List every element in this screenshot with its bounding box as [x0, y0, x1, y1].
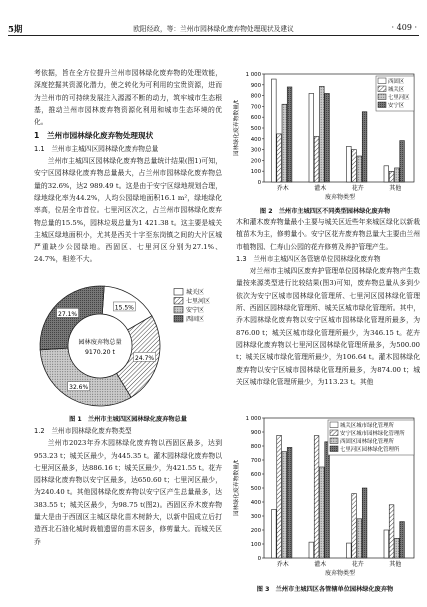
bar-1-3: [325, 442, 330, 558]
bar-2-2: [357, 156, 362, 182]
running-title: 欧阳经政，等：兰州市园林绿化废弃物处理现状及建议: [133, 25, 294, 33]
y-tick-label-1: 100: [250, 169, 261, 176]
figure-1-pie-chart: [34, 278, 222, 414]
y-tick-label-8: 800: [250, 93, 261, 100]
y-tick-label-2: 200: [250, 528, 261, 534]
y-tick-label-5: 500: [250, 486, 261, 492]
figure-1-caption: 图 1 兰州市主城四区园林绿化废弃物总量: [69, 416, 187, 423]
x-tick-label-2: 花卉: [351, 561, 364, 568]
legend-swatch-3: [174, 316, 183, 323]
figure-3-caption: 图 3 兰州市主城四区各管辖单位园林绿化废弃物: [256, 586, 394, 593]
legend-label-1: 城关区: [388, 87, 405, 93]
bar-3-0: [384, 530, 389, 558]
x-tick-label-0: 乔木: [276, 185, 289, 192]
x-tick-label-3: 其他: [389, 185, 402, 192]
legend-label-0: 城关区城市绿化管理所: [340, 423, 394, 429]
pie-slice-2: [40, 348, 131, 406]
y-tick-label-3: 300: [250, 147, 261, 154]
y-tick-label-6: 600: [250, 115, 261, 122]
bar-1-1: [314, 136, 319, 182]
x-tick-label-1: 灌木: [314, 185, 327, 192]
header-rule: [8, 35, 419, 36]
pie-label-2: 32.6%: [69, 384, 89, 392]
paragraph-intro-end: 考依据，旨在全方位提升兰州市园林绿化废弃物的处理效能，深度挖掘其资源化潜力，使之转化为可利用的宝贵资源，进而为兰州市的可持续发展注入源源不断的动力，筑牢城市生态根基，推动兰州市园林废弃物资源化利用和城市生态环境的优化。: [34, 69, 222, 127]
bar-1-0: [309, 93, 314, 182]
paragraph-1-2: 兰州市2023年乔木园林绿化废弃物以西固区最多，达到953.23 t；城关区最少，为445.35 t。灌木园林绿化废弃物以七里河区最多，达886.16 t；城关区最少，为421.55 t。花卉园林绿化废弃物以安宁区最多，达650.60 t；七里河区最少，为240.40 t。其他园林绿化废弃物以安宁区产生总量最多，达383.55 t；城关区最少，为98.75 t(图2)。西固区乔木废弃物量大是由于西固区主城区绿化苗木树龄大，以新中国成立后打造西北石油化城时栽植遗留的苗木居多，修剪量大。而城关区乔: [34, 439, 222, 546]
bar-0-2: [282, 452, 287, 558]
y-tick-label-10: 1 000: [245, 72, 261, 78]
legend-swatch-3: [330, 446, 338, 452]
bar-2-3: [362, 488, 367, 558]
x-tick-label-1: 灌木: [314, 561, 327, 568]
paragraph-continued: 木和灌木废弃物量最小主要与城关区近些年来城区绿化以新栽植苗木为主，修剪量小。安宁区花卉废弃物总量大主要由兰州市植物园、仁寿山公园的花卉修剪及养护管理产生。: [236, 218, 420, 251]
y-tick-label-0: 0: [257, 556, 261, 562]
bar-0-0: [272, 510, 277, 558]
legend-swatch-3: [378, 102, 386, 108]
bar-1-3: [325, 93, 330, 182]
legend-swatch-2: [330, 438, 338, 444]
y-tick-label-3: 300: [250, 514, 261, 520]
paragraph-1-3: 对兰州市主城四区废弃护管理单位园林绿化废弃物产生数量按来源类型进行比较结果(图3)可知，废弃物总量从多到少依次为安宁区城市园林绿化管理所、七里河区园林绿化管理所、西固区园林绿化管理所、城关区城市绿化管理所。其中，乔木园林绿化废弃物以安宁区城市园林绿化管理所最多，为876.00 t；城关区城市绿化管理所最少，为346.15 t。花卉园林绿化废弃物以七里河区园林绿化管理所最多，为500.00 t；城关区城市绿化管理所最少，为106.64 t。灌木园林绿化废弃物以安宁区城市园林绿化管理所最多，为874.00 t；城关区城市绿化管理所最少，为113.23 t。其他: [236, 267, 420, 386]
x-tick-label-2: 花卉: [351, 185, 364, 192]
legend-label-0: 城关区: [186, 289, 205, 296]
bar-2-0: [347, 543, 352, 558]
figure-3-bar-chart: [230, 410, 420, 582]
bar-3-3: [400, 141, 405, 182]
legend-swatch-1: [378, 86, 386, 92]
bar-0-2: [282, 104, 287, 182]
figure-2-bar-chart: [230, 66, 420, 206]
legend-swatch-0: [378, 78, 386, 84]
y-tick-label-9: 900: [250, 82, 261, 89]
legend-label-0: 西固区: [388, 79, 405, 85]
y-tick-label-0: 0: [257, 180, 261, 186]
section-heading-1: 1 兰州市园林绿化废弃物处理现状: [34, 131, 154, 141]
left-column: [34, 67, 222, 266]
y-tick-label-1: 100: [250, 542, 261, 548]
section-heading-1-3: 1.3 兰州市主城四区各管辖单位园林绿化废弃物: [236, 254, 381, 263]
page-number: · 409 ·: [391, 23, 417, 32]
issue-number: 5期: [8, 25, 23, 35]
bar-2-0: [347, 146, 352, 182]
left-column-lower: [34, 425, 222, 548]
y-tick-label-9: 900: [250, 430, 261, 436]
section-heading-1-2: 1.2 兰州市园林绿化废弃物类型: [34, 427, 132, 435]
bar-1-0: [309, 542, 314, 558]
legend-label-1: 安宁区城市园林绿化管理所: [340, 431, 405, 437]
legend-label-2: 七里河区: [388, 95, 410, 101]
x-axis-label: 废弃物类型: [324, 194, 356, 201]
bar-0-3: [287, 87, 292, 182]
bar-3-2: [395, 168, 400, 182]
bar-0-0: [272, 79, 277, 182]
legend-swatch-1: [330, 430, 338, 436]
pie-center-value: 9170.20 t: [85, 349, 115, 356]
bar-0-1: [277, 435, 282, 558]
legend-swatch-2: [378, 94, 386, 100]
legend-label-1: 七里河区: [186, 298, 211, 305]
bar-2-1: [352, 494, 357, 558]
bar-2-3: [362, 112, 367, 182]
figure-2-caption: 图 2 兰州市主城四区不同类型园林绿化废弃物: [259, 208, 391, 215]
bar-1-2: [320, 86, 325, 182]
legend-swatch-2: [174, 307, 183, 314]
pie-center-label: 园林废弃物总量: [78, 339, 122, 346]
y-tick-label-2: 200: [250, 158, 261, 165]
y-tick-label-10: 1 000: [245, 416, 261, 422]
legend-label-3: 安宁区: [388, 103, 405, 109]
pie-label-1: 24.7%: [135, 354, 155, 362]
y-axis-label: 园林绿化废弃物数量/t: [234, 99, 240, 157]
section-heading-1-1: 1.1 兰州市主城四区园林绿化废弃物总量: [34, 144, 159, 153]
x-tick-label-0: 乔木: [276, 561, 289, 568]
y-tick-label-5: 500: [250, 126, 261, 132]
bar-3-1: [389, 171, 394, 182]
right-column: [236, 216, 420, 388]
bar-3-3: [400, 522, 405, 558]
y-tick-label-4: 400: [250, 500, 261, 506]
legend-label-2: 西固区园林绿化管理所: [340, 439, 394, 445]
y-tick-label-6: 600: [250, 472, 261, 478]
bar-3-1: [389, 505, 394, 558]
bar-0-1: [277, 134, 282, 182]
y-tick-label-7: 700: [250, 458, 261, 464]
legend-label-3: 七里河区园林绿化管理所: [340, 447, 400, 453]
y-tick-label-7: 700: [250, 104, 261, 111]
legend-swatch-0: [330, 422, 338, 428]
legend-swatch-0: [174, 289, 183, 296]
pie-label-0: 15.5%: [114, 304, 134, 312]
pie-label-3: 27.1%: [58, 310, 78, 318]
y-tick-label-8: 800: [250, 444, 261, 450]
legend-swatch-1: [174, 298, 183, 305]
page-header: [0, 0, 427, 38]
bar-1-2: [320, 467, 325, 558]
x-axis-label: 废弃物类型: [324, 570, 356, 577]
legend-label-2: 安宁区: [186, 307, 205, 314]
y-axis-label: 园林绿化废弃物数量/t: [234, 459, 240, 517]
bar-2-2: [357, 519, 362, 558]
x-tick-label-3: 其他: [389, 561, 402, 568]
y-tick-label-4: 400: [250, 136, 261, 143]
bar-1-1: [314, 436, 319, 558]
paragraph-1-1: 兰州市主城四区园林绿化废弃物总量统计结果(图1)可知，安宁区园林绿化废弃物总量最大，占兰州市园林绿化废弃物总量的32.6%，达2 989.49 t。这是由于安宁区绿地规划合理，绿地绿化率为44.2%，人均公园绿地面积16.1 m²，绿地绿化率高，位居全市首位。七里河区次之，占兰州市园林绿化废弃物总量的15.5%，园林垃圾总量为1 421.38 t。这主要是城关主城区绿地面积小，尤其是西关十字至东岗镇之间的大片区城严重缺少公园绿地。西固区、七里河区分别为27.1%、24.7%，相差不大。: [34, 157, 222, 264]
bar-0-3: [287, 447, 292, 558]
bar-3-2: [395, 538, 400, 558]
legend-label-3: 西固区: [186, 316, 205, 323]
bar-2-1: [352, 150, 357, 182]
bar-3-0: [384, 166, 389, 182]
